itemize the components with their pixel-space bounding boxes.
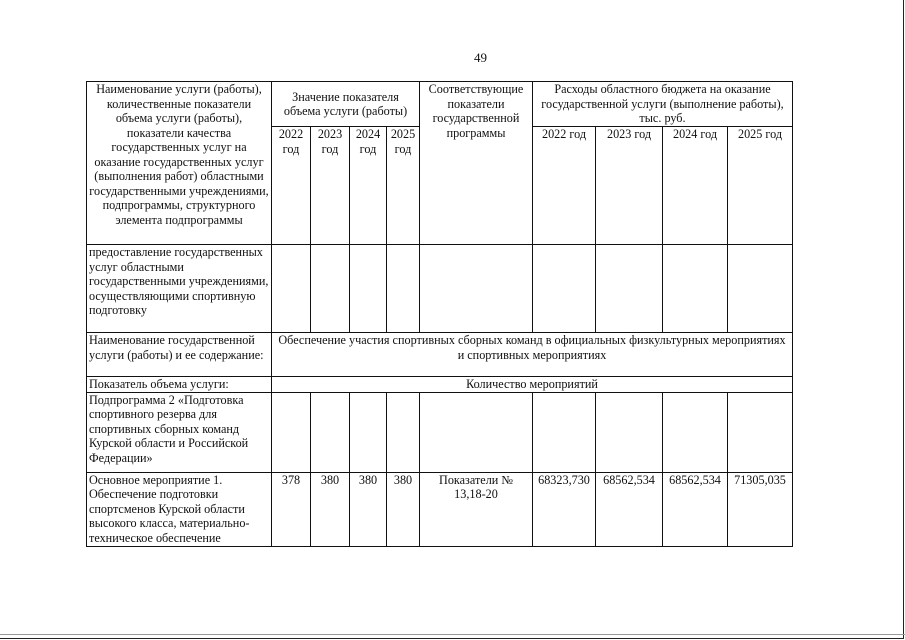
scan-edge-line	[0, 634, 905, 635]
main-activity-name: Основное мероприятие 1. Обеспечение подготовки спортсменов Курской области высокого класса, материально-техническое обеспечение	[87, 472, 272, 546]
activity-expense-2023: 68562,534	[596, 472, 663, 546]
activity-value-2025: 380	[387, 472, 420, 546]
year-indicator-2025: 2025 год	[387, 127, 420, 245]
header-row	[87, 82, 793, 127]
year-indicator-2024: 2024 год	[350, 127, 387, 245]
table-row-service-name	[87, 333, 793, 377]
subprogram-text: Подпрограмма 2 «Подготовка спортивного резерва для спортивных сборных команд Курской области и Российской Федерации»	[87, 392, 272, 472]
header-service-name: Наименование услуги (работы), количественные показатели объема услуги (работы), показатели качества государственных услуг на оказание государственных услуг (выполнения работ) областными государственными учреждениями, подпрограммы, структурного элемента подпрограммы	[87, 82, 272, 245]
header-indicator-value: Значение показателя объема услуги (работы)	[272, 82, 420, 127]
provision-text: предоставление государственных услуг областными государственными учреждениями, осуществляющими спортивную подготовку	[87, 245, 272, 333]
service-name-label: Наименование государственной услуги (работы) и ее содержание:	[87, 333, 272, 377]
year-expenses-2025: 2025 год	[728, 127, 793, 245]
year-indicator-2023: 2023 год	[311, 127, 350, 245]
table-row-provision	[87, 245, 793, 333]
volume-label: Показатель объема услуги:	[87, 377, 272, 393]
activity-value-2024: 380	[350, 472, 387, 546]
table-row-subprogram	[87, 392, 793, 472]
header-program-indicators: Соответствующие показатели государственной программы	[420, 82, 533, 245]
budget-table	[86, 81, 793, 547]
header-expenses: Расходы областного бюджета на оказание государственной услуги (выполнение работы), тыс. руб.	[533, 82, 793, 127]
table-row-main-activity	[87, 472, 793, 546]
year-expenses-2023: 2023 год	[596, 127, 663, 245]
year-expenses-2024: 2024 год	[663, 127, 728, 245]
table-row-volume	[87, 377, 793, 393]
activity-expense-2025: 71305,035	[728, 472, 793, 546]
activity-expense-2024: 68562,534	[663, 472, 728, 546]
activity-value-2022: 378	[272, 472, 311, 546]
page-number: 49	[474, 50, 487, 65]
volume-value: Количество мероприятий	[272, 377, 793, 393]
activity-expense-2022: 68323,730	[533, 472, 596, 546]
activity-value-2023: 380	[311, 472, 350, 546]
year-expenses-2022: 2022 год	[533, 127, 596, 245]
year-indicator-2022: 2022 год	[272, 127, 311, 245]
activity-indicators: Показатели № 13,18-20	[420, 472, 533, 546]
service-name-value: Обеспечение участия спортивных сборных команд в официальных физкультурных мероприятиях и спортивных мероприятиях	[272, 333, 793, 377]
